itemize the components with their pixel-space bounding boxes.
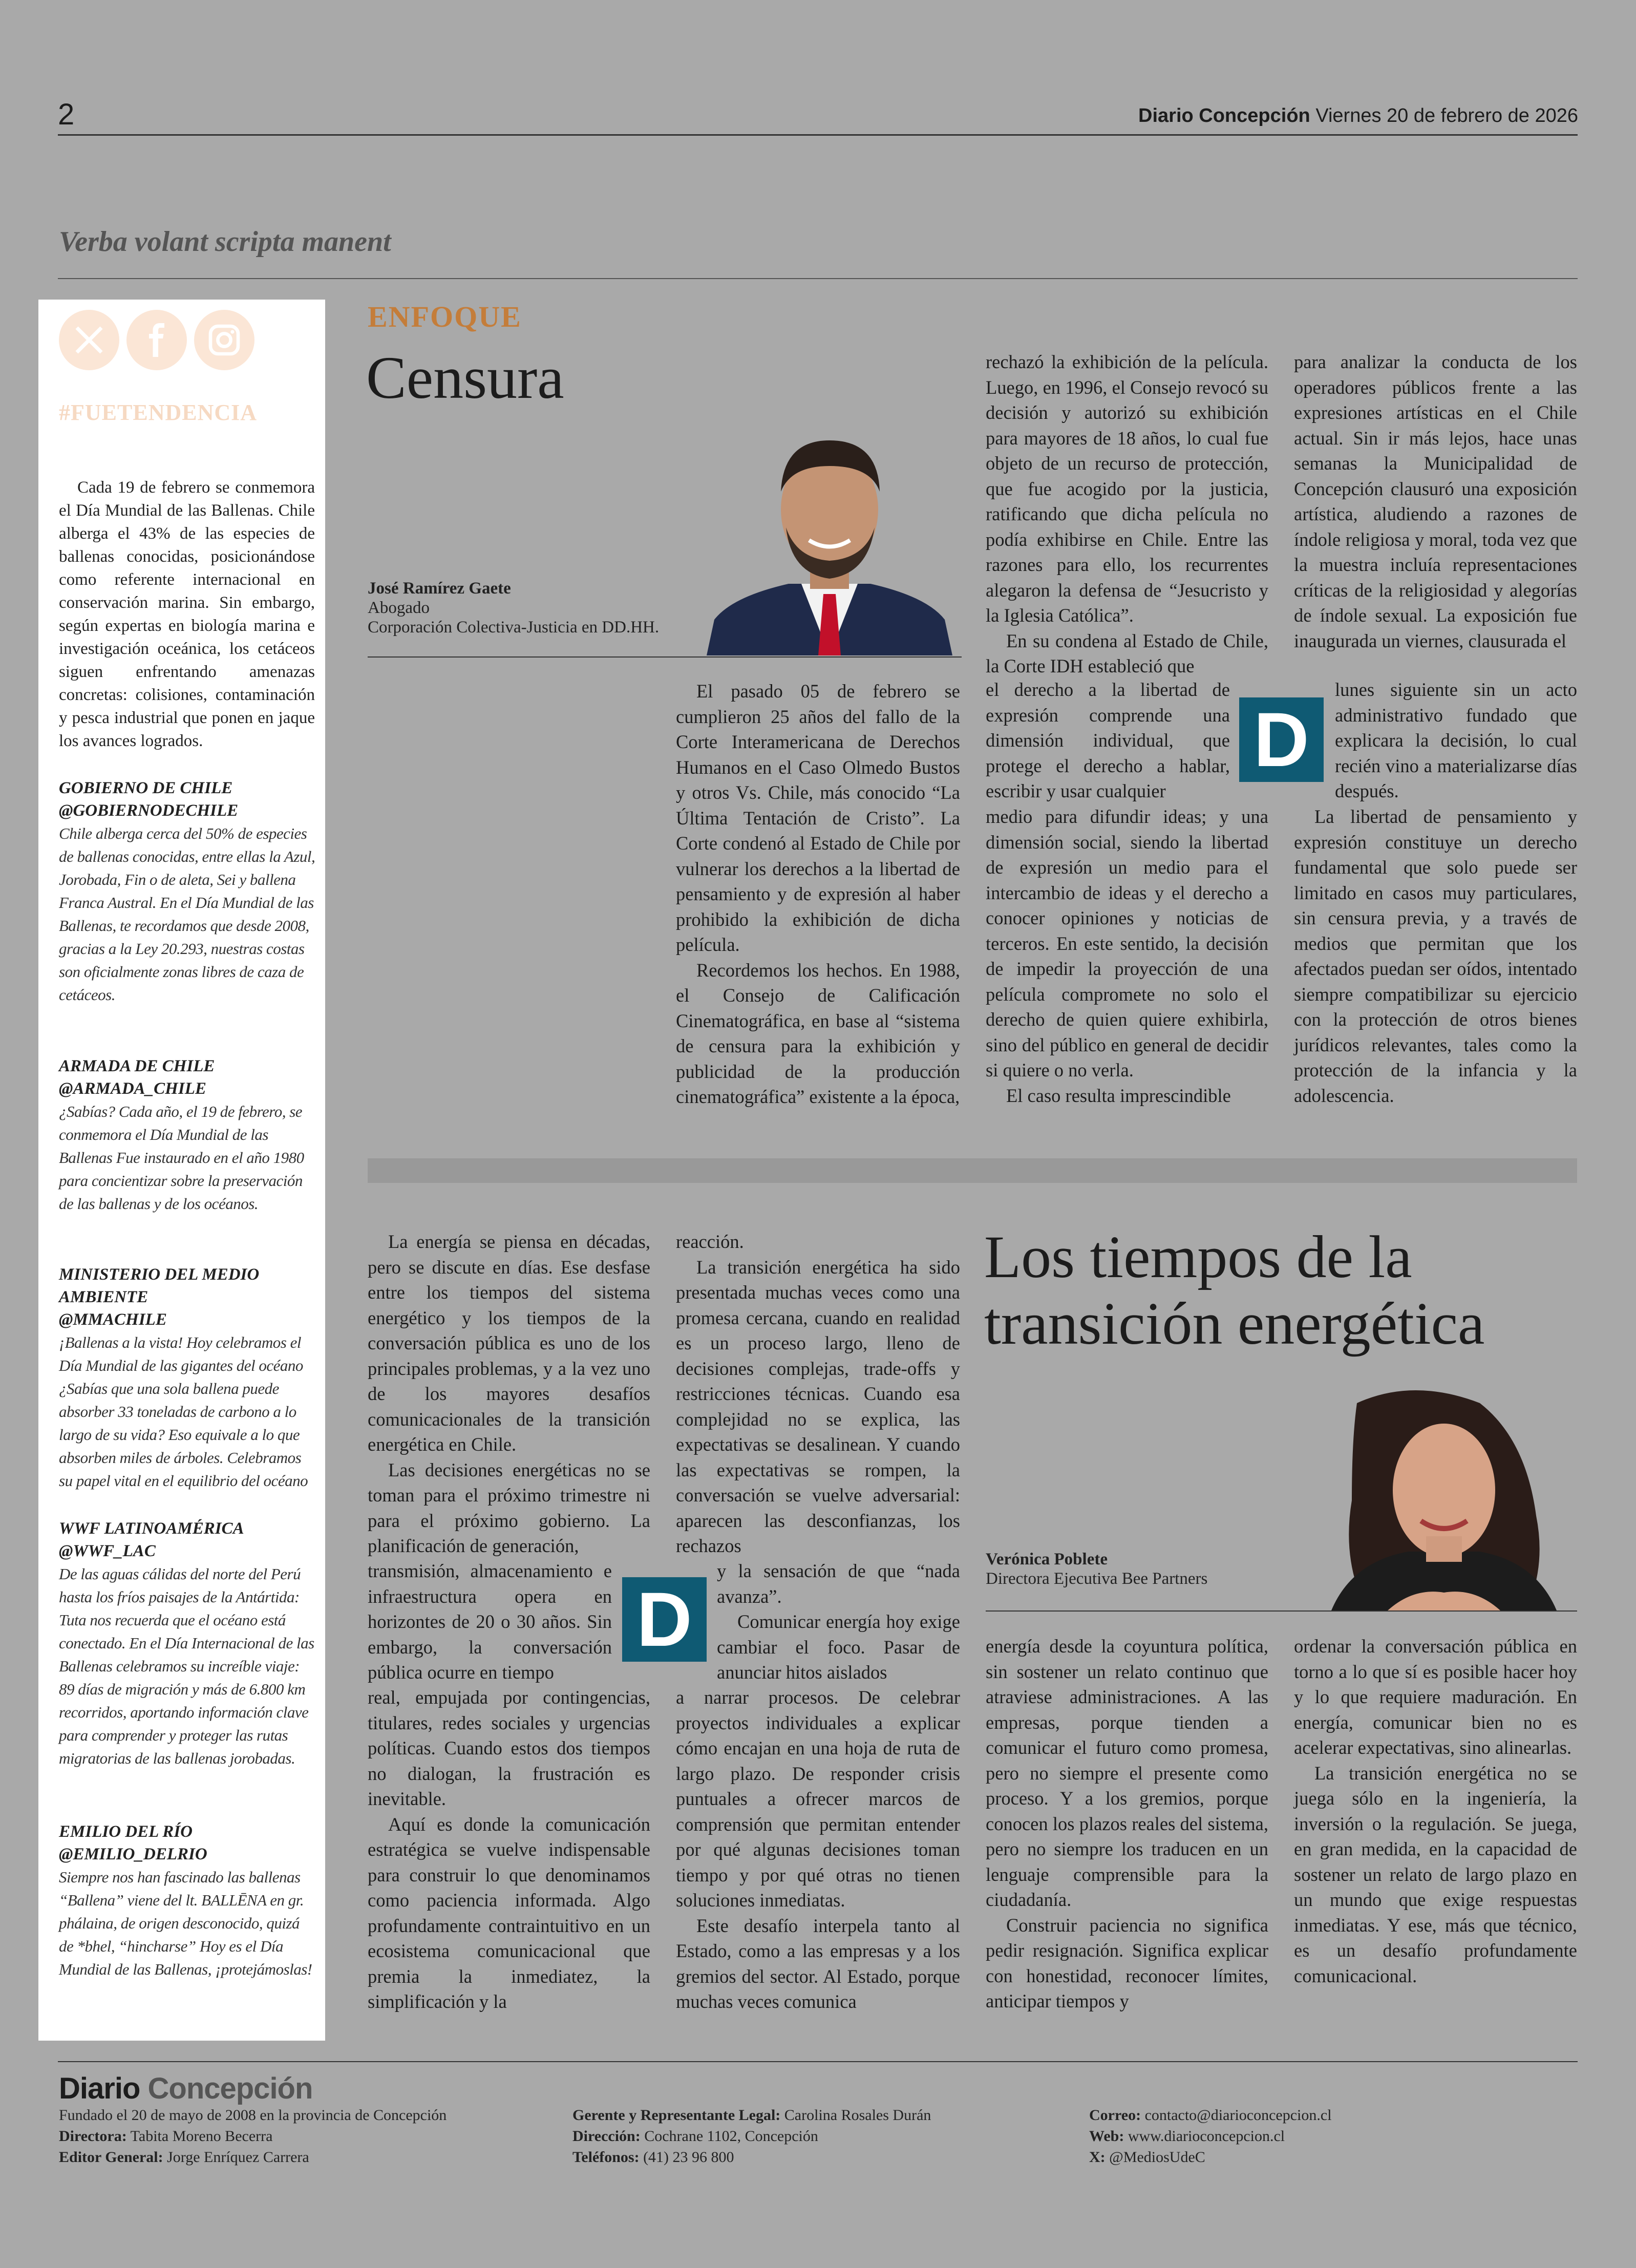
article-title: Censura	[366, 344, 564, 411]
logo-concepcion: Concepción	[147, 2072, 313, 2105]
author-byline	[368, 579, 659, 637]
tweet-handle[interactable]: @EMILIO_DELRIO	[59, 1845, 207, 1863]
paragraph: Construir paciencia no significa pedir resignación. Significa explicar con honestidad, reconocer límites, anticipar tiempos y	[986, 1914, 1268, 2011]
tweet-handle[interactable]: @ARMADA_CHILE	[59, 1079, 206, 1098]
article-column-wrap	[986, 677, 1230, 804]
tweet-card	[59, 1263, 317, 1492]
editor-label: Editor General:	[59, 2149, 163, 2166]
masthead-info	[1138, 105, 1578, 127]
logo-diario: Diario	[59, 2072, 140, 2105]
drop-cap: D	[1239, 697, 1324, 782]
section-motto: Verba volant scripta manent	[59, 226, 391, 258]
tweet-author: WWF LATINOAMÉRICA	[59, 1519, 244, 1538]
paragraph: lunes siguiente sin un acto administrativo fundado que explicara la decisión, lo cual recién vino a materializarse días después.	[1335, 679, 1577, 801]
article-column	[986, 804, 1268, 1108]
paragraph: La transición energética no se juega sólo en la ingeniería, la inversión o la regulación. Se juega, en gran medida, en la capacidad de sostener un relato de largo plazo en un mundo que exige respuestas inmediatas. Y ese, más que técnico, es un desafío profundamente comunicacional.	[1294, 1762, 1577, 1986]
article-column	[1294, 804, 1577, 1108]
tweet-author: GOBIERNO DE CHILE	[59, 779, 233, 797]
article-title: Los tiempos de la transición energética	[984, 1223, 1485, 1357]
paragraph: Recordemos los hechos. En 1988, el Consejo de Calificación Cinematográfica, en base al “sistema de censura para la exhibición y publicidad de la producción cinematográfica” existente a la época,	[676, 959, 960, 1107]
paragraph: Aquí es donde la comunicación estratégica se vuelve indispensable para construir lo que denominamos como paciencia informada. Algo profundamente contraintuitivo en un ecosistema comunicacional que premia la inmediatez, la simplificación y la	[368, 1813, 650, 2012]
paragraph: rechazó la exhibición de la película. Luego, en 1996, el Consejo revocó su decisión y autorizó su exhibición para mayores de 18 años, lo cual fue objeto de un recurso de protección, que fue acogido por la justicia, ratificando que dicha película no podía exhibirse en Chile. Entre las razones para ello, los recurrentes alegaron la defensa de “Jesucristo y la Iglesia Católica”.	[986, 351, 1268, 626]
footer-management	[572, 2105, 931, 2168]
author-photo	[1311, 1383, 1575, 1610]
email-link[interactable]: contacto@diarioconcepcion.cl	[1144, 2107, 1332, 2124]
paragraph: En su condena al Estado de Chile, la Corte IDH estableció que	[986, 630, 1268, 676]
telefonos-value[interactable]: (41) 23 96 800	[643, 2149, 734, 2166]
paragraph: a narrar procesos. De celebrar proyectos individuales a explicar cómo encajan en una hoja de ruta de largo plazo. De responder crisis puntuales a ofrecer marcos de comprensión que permitan entender por qué algunas decisiones toman tiempo y por qué otras no tienen soluciones inmediatas.	[676, 1687, 960, 1911]
byline-rule	[368, 656, 962, 658]
article-column	[1294, 1634, 1577, 1988]
motto-rule	[58, 278, 1578, 279]
paragraph: ordenar la conversación pública en torno a lo que sí es posible hacer hoy y lo que requiere maduración. En energía, comunicar bien no es acelerar expectativas, sino alinearlas.	[1294, 1636, 1577, 1758]
tweet-card	[59, 1820, 317, 1981]
article-column-wrap	[717, 1558, 960, 1685]
author-name: Verónica Poblete	[986, 1550, 1108, 1568]
paragraph: transmisión, almacenamiento e infraestructura opera en horizontes de 20 o 30 años. Sin embargo, la conversación pública ocurre en tiempo	[368, 1560, 612, 1683]
page-number: 2	[58, 98, 75, 131]
author-org: Corporación Colectiva-Justicia en DD.HH.	[368, 618, 660, 637]
paper-name: Diario Concepción	[1138, 105, 1310, 126]
telefonos-label: Teléfonos:	[572, 2149, 640, 2166]
paragraph: Comunicar energía hoy exige cambiar el foco. Pasar de anunciar hitos aislados	[717, 1611, 960, 1683]
drop-cap: D	[622, 1577, 707, 1662]
paragraph: Este desafío interpela tanto al Estado, como a las empresas y a los gremios del sector. Al Estado, porque muchas veces comunica	[676, 1915, 960, 2012]
paragraph: energía desde la coyuntura política, sin sostener un relato continuo que atraviese administraciones. A las empresas, porque tienden a comunicar el futuro como promesa, pero no siempre el presente como proceso. Y a los gremios, porque conocen los plazos reales del sistema, pero no siempre los traducen en un lenguaje comprensible para la ciudadanía.	[986, 1636, 1268, 1910]
paragraph: El pasado 05 de febrero se cumplieron 25 años del fallo de la Corte Interamericana de Derechos Humanos en el Caso Olmedo Bustos y otros Vs. Chile, más conocido “La Última Tentación de Cristo”. La Corte condenó al Estado de Chile por vulnerar los derechos a la libertad de pensamiento y de expresión al haber prohibido la exhibición de dicha película.	[676, 681, 960, 955]
article-column	[676, 679, 960, 1110]
correo-label: Correo:	[1089, 2107, 1141, 2124]
paragraph: el derecho a la libertad de expresión comprende una dimensión individual, que protege el derecho a hablar, escribir y usar cualquier	[986, 679, 1230, 801]
paragraph: medio para difundir ideas; y una dimensión social, siendo la libertad de expresión un medio para el intercambio de ideas y el derecho a conocer opiniones y noticias de terceros. En este sentido, la decisión de impedir la proyección de una película compromete no solo el derecho de quien quiere exhibirla, sino del público en general de decidir si quiere o no verla.	[986, 806, 1268, 1080]
tweet-card	[59, 1055, 317, 1215]
author-role: Directora Ejecutiva Bee Partners	[986, 1570, 1208, 1588]
trending-intro: Cada 19 de febrero se conmemora el Día Mundial de las Ballenas. Chile alberga el 43% de las especies de ballenas conocidas, posicionándose como referente internacional en conservación marina. Sin embargo, según expertas en biología marina e investigación oceánica, los cetáceos siguen enfrentando amenazas concretas: colisiones, contaminación y pesca industrial que ponen en jaque los avances logrados.	[59, 478, 315, 750]
editor-name: Jorge Enríquez Carrera	[167, 2149, 309, 2166]
trending-hashtag: #FUETENDENCIA	[59, 400, 258, 425]
footer-rule	[58, 2061, 1578, 2062]
paragraph: Las decisiones energéticas no se toman para el próximo trimestre ni para el próximo gobierno. La planificación de generación,	[368, 1459, 650, 1556]
facebook-icon[interactable]	[126, 310, 187, 370]
article-column	[986, 1634, 1268, 2014]
paragraph: La transición energética ha sido presentada muchas veces como una promesa cercana, cuando en realidad es un proceso largo, lleno de decisiones complejas, trade-offs y restricciones técnicas. Cuando esa complejidad no se explica, las expectativas se desalinean. Y cuando las expectativas se rompen, la conversación se vuelve adversarial: aparecen las desconfianzas, los rechazos	[676, 1256, 960, 1556]
header-rule	[58, 134, 1578, 136]
tweet-author: EMILIO DEL RÍO	[59, 1822, 193, 1841]
paragraph: El caso resulta imprescindible	[1006, 1085, 1231, 1106]
author-role: Abogado	[368, 599, 430, 617]
instagram-icon[interactable]	[194, 310, 254, 370]
byline-rule	[986, 1610, 1577, 1612]
tweet-author: MINISTERIO DEL MEDIO AMBIENTE	[59, 1265, 260, 1306]
paragraph: La energía se piensa en décadas, pero se discute en días. Ese desfase entre los tiempos del sistema energético y los tiempos de la conversación pública es uno de los principales problemas, y a la vez uno de los mayores desafíos comunicacionales de la transición energética en Chile.	[368, 1231, 650, 1455]
author-name: José Ramírez Gaete	[368, 579, 511, 598]
directora-label: Directora:	[59, 2128, 127, 2145]
web-label: Web:	[1089, 2128, 1124, 2145]
founded-line: Fundado el 20 de mayo de 2008 en la provincia de Concepción	[59, 2107, 447, 2124]
tweet-text: Siempre nos han fascinado las ballenas “Ballena” viene del lt. BALLĒNA en gr. phálaina, de origen desconocido, quizá de *bhel, “hincharse” Hoy es el Día Mundial de las Ballenas, ¡protejámoslas!	[59, 1868, 312, 1978]
tweet-handle[interactable]: @MMACHILE	[59, 1310, 167, 1329]
tweet-handle[interactable]: @GOBIERNODECHILE	[59, 801, 239, 820]
direccion-label: Dirección:	[572, 2128, 641, 2145]
paragraph: y la sensación de que “nada avanza”.	[717, 1560, 960, 1607]
paragraph: real, empujada por contingencias, titulares, redes sociales y urgencias políticas. Cuando estos dos tiempos no dialogan, la frustración es inevitable.	[368, 1687, 650, 1809]
tweet-card	[59, 777, 317, 1006]
direccion-value: Cochrane 1102, Concepción	[644, 2128, 818, 2145]
article-column	[368, 1229, 650, 1559]
article-column-wrap	[368, 1558, 612, 1685]
tweet-card	[59, 1517, 317, 1770]
paragraph: reacción.	[676, 1231, 744, 1252]
article-column	[1294, 349, 1577, 653]
article-column	[368, 1685, 650, 2015]
section-kicker: ENFOQUE	[368, 300, 522, 333]
issue-date: Viernes 20 de febrero de 2026	[1315, 105, 1578, 126]
section-divider	[368, 1158, 1577, 1183]
article-column	[676, 1229, 960, 1559]
x-icon[interactable]	[59, 310, 119, 370]
footer-staff	[59, 2105, 447, 2168]
author-photo	[702, 425, 958, 655]
author-byline	[986, 1550, 1207, 1588]
paragraph: La libertad de pensamiento y expresión constituye un derecho fundamental que solo puede ser limitado en casos muy particulares, sin censura previa, y a través de medios que permitan que los afectados puedan ser oídos, intentado siempre compatibilizar su ejercicio con la protección de otros bienes jurídicos relevantes, tales como la protección de la infancia y la adolescencia.	[1294, 806, 1577, 1106]
paragraph: para analizar la conducta de los operadores públicos frente a las expresiones artísticas en el Chile actual. Sin ir más lejos, hace unas semanas la Municipalidad de Concepción clausuró una exposición artística, aludiendo a razones de índole religiosa y moral, toda vez que la muestra incluía representaciones críticas de la religiosidad y alegorías de índole sexual. La exposición fue inaugurada un viernes, clausurada el	[1294, 351, 1577, 651]
tweet-text: Chile alberga cerca del 50% de especies de ballenas conocidas, entre ellas la Azul, Jorobada, Fin o de aleta, Sei y ballena Franca Austral. En el Día Mundial de las Ballenas, te recordamos que desde 2008, gracias a la Ley 20.293, nuestras costas son oficialmente zonas libres de caza de cetáceos.	[59, 824, 315, 1004]
article-column	[676, 1685, 960, 2015]
directora-name: Tabita Moreno Becerra	[130, 2128, 273, 2145]
footer-logo	[59, 2071, 312, 2106]
gerente-label: Gerente y Representante Legal:	[572, 2107, 781, 2124]
trending-sidebar	[38, 300, 325, 2041]
x-label: X:	[1089, 2149, 1106, 2166]
article-column	[986, 349, 1268, 679]
tweet-text: ¿Sabías? Cada año, el 19 de febrero, se conmemora el Día Mundial de las Ballenas Fue instaurado en el año 1980 para concientizar sobre la preservación de las ballenas y de los océanos.	[59, 1103, 304, 1213]
tweet-text: ¡Ballenas a la vista! Hoy celebramos el Día Mundial de las gigantes del océano ¿Sabías que una sola ballena puede absorber 33 toneladas de carbono a lo largo de su vida? Eso equivale a lo que absorben miles de árboles. Celebramos su papel vital en el equilibrio del océano	[59, 1333, 308, 1490]
website-link[interactable]: www.diarioconcepcion.cl	[1128, 2128, 1285, 2145]
x-handle-link[interactable]: @MediosUdeC	[1109, 2149, 1205, 2166]
tweet-handle[interactable]: @WWF_LAC	[59, 1542, 156, 1560]
gerente-name: Carolina Rosales Durán	[784, 2107, 931, 2124]
tweet-text: De las aguas cálidas del norte del Perú hasta los fríos paisajes de la Antártida: Tuta nos recuerda que el océano está conectado. En el Día Internacional de las Ballenas celebramos su increíble viaje: 89 días de migración y más de 6.800 km recorridos, aportando información clave para comprender y proteger las rutas migratorias de las ballenas jorobadas.	[59, 1565, 314, 1767]
tweet-author: ARMADA DE CHILE	[59, 1057, 215, 1075]
footer-contact	[1089, 2105, 1332, 2168]
article-column-wrap	[1335, 677, 1577, 804]
